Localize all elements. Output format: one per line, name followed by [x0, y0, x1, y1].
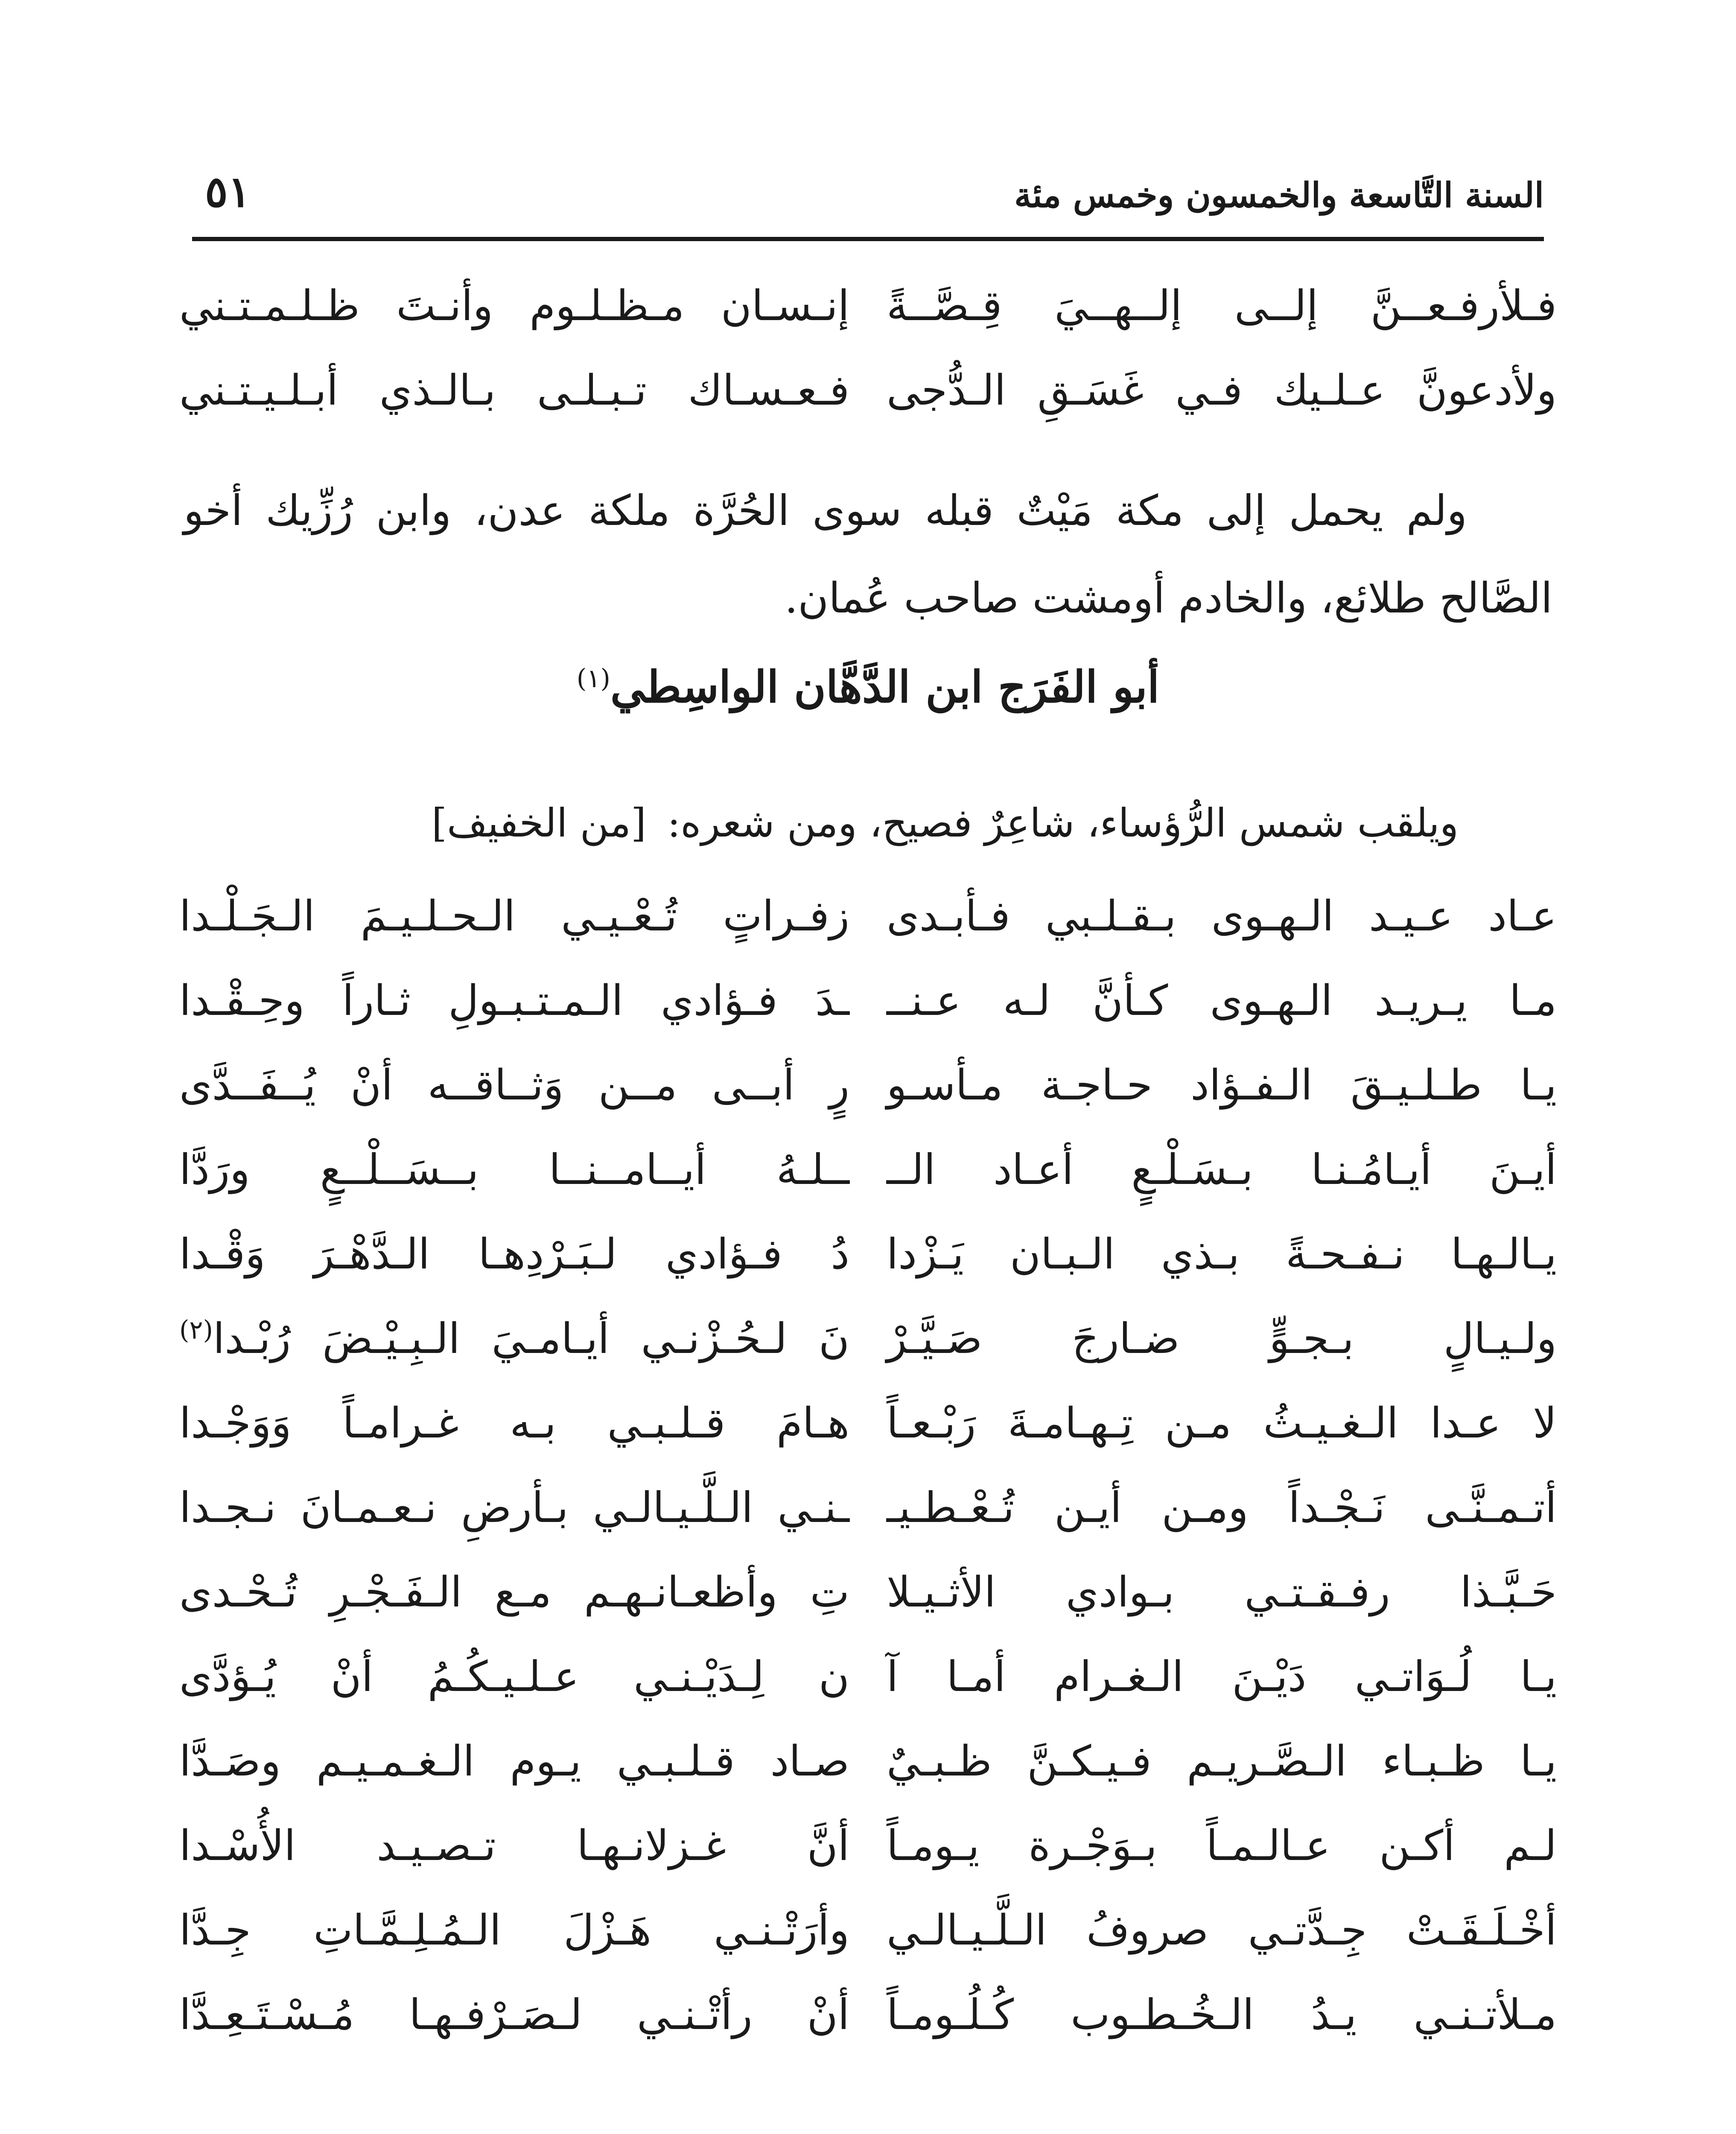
- verse-second-hemistich: زفـراتٍ تُـعْـيـي الـحـلـيـمَ الـجَـلْـدا: [179, 892, 849, 941]
- verse-second-hemistich: رٍ أبــى مــن وَثــاقــه أنْ يُــفَــدَّى: [179, 1061, 849, 1110]
- verse-first-hemistich: يـا ظـبـاء الـصَّـريـم فـيـكـنَّ ظـبـيٌ: [887, 1737, 1557, 1786]
- verse-row: [179, 892, 1557, 977]
- verse-row: [179, 1146, 1557, 1230]
- meter-label: [من الخفيف]: [432, 800, 646, 846]
- verse-row: [179, 282, 1557, 366]
- verse-first-hemistich: ولـيـالٍ بـجـوٍّ ضـارجَ صَـيَّـرْ: [887, 1315, 1557, 1363]
- verse-second-hemistich: إنـسـان مـظـلـوم وأنـتَ ظـلـمـتـني: [179, 282, 849, 330]
- verse-row: [179, 1906, 1557, 1991]
- heading-text: أبو الفَرَج ابن الدَّهَّان الواسِطي: [610, 662, 1160, 713]
- poet-intro: [184, 800, 1459, 846]
- verse-first-hemistich: مـلأتـنـي يـدُ الـخُـطـوب كُـلُـومـاً: [887, 1991, 1557, 2039]
- verse-row: [179, 1822, 1557, 1906]
- paragraph-text: ولم يحمل إلى مكة مَيْتٌ قبله سوى الحُرَّة ملكة عدن، وابن رُزِّيك أخو الصَّالح طلائع، والخادم أومشت صاحب عُمان.: [184, 487, 1552, 623]
- verse-row: [179, 1484, 1557, 1568]
- verse-row: [179, 1653, 1557, 1737]
- verse-first-hemistich: يـالـهـا نـفـحـةً بـذي الـبـان يَـزْدا: [887, 1230, 1557, 1279]
- verse-second-hemistich: دُ فـؤادي لـبَـرْدِهـا الـدَّهْـرَ وَقْـدا: [179, 1230, 849, 1279]
- verse-first-hemistich: يـا لُـوَاتـي دَيْـنَ الـغـرام أمـا آ: [887, 1653, 1557, 1701]
- verse-first-hemistich: عـاد عـيـد الـهـوى بـقـلـبي فـأبـدى: [887, 892, 1557, 941]
- top-poem: [179, 282, 1557, 451]
- hemistich-text: نَ لـحُـزْنـي أيـامـيَ الـبِـيْـضَ رُبْـدا: [213, 1315, 849, 1363]
- verse-row: [179, 366, 1557, 451]
- verse-second-hemistich: أنْ رأتْـنـي لـصَـرْفـهـا مُـسْـتَـعِـدَّا: [179, 1991, 849, 2039]
- verse-row: [179, 1315, 1557, 1399]
- verse-second-hemistich: صـاد قـلـبـي يـوم الـغـمـيـم وصَـدَّا: [179, 1737, 849, 1786]
- verse-second-hemistich: تِ وأظعـانـهـم مـع الـفَـجْـرِ تُـحْـدى: [179, 1568, 849, 1617]
- header-rule: [192, 237, 1544, 241]
- verse-second-hemistich: ن لِـدَيْـنـي عـلـيـكُـمُ أنْ يُـؤدَّى: [179, 1653, 849, 1701]
- verse-first-hemistich: مـا يـريـد الـهـوى كـأنَّ لـه عـنــ: [887, 977, 1557, 1025]
- verse-second-hemistich: وأرَتْـنـي هَـزْلَ الـمُـلِـمَّـاتِ جِـدَّا: [179, 1906, 849, 1955]
- verse-second-hemistich: هـامَ قـلـبـي بـه غـرامـاً وَوَجْـدا: [179, 1399, 849, 1448]
- verse-first-hemistich: يـا طـلـيـقَ الـفـؤاد حـاجـة مـأسـو: [887, 1061, 1557, 1110]
- main-poem: [179, 892, 1557, 2075]
- section-heading: [184, 662, 1552, 713]
- prose-paragraph: [184, 467, 1552, 642]
- verse-second-hemistich: [179, 1315, 849, 1363]
- verse-first-hemistich: أيـنَ أيـامُـنـا بـسَـلْـعٍ أعـاد الــ: [887, 1146, 1557, 1194]
- verse-second-hemistich: ـدَ فـؤادي الـمـتـبـولِ ثـاراً وحِـقْـدا: [179, 977, 849, 1025]
- running-header: [192, 158, 1544, 226]
- verse-first-hemistich: فـلأرفـعــنَّ إلــى إلــهــيَ قِـصَّــةً: [887, 282, 1557, 330]
- verse-second-hemistich: فـعـسـاك تـبـلـى بـالـذي أبـلـيـتـني: [179, 366, 849, 415]
- verse-first-hemistich: أخْـلَـقَـتْ جِـدَّتـي صروفُ الـلَّـيـالـي: [887, 1906, 1557, 1955]
- verse-second-hemistich: ــلـهُ أيــامــنــا بــسَــلْــعٍ ورَدَّا: [179, 1146, 849, 1194]
- verse-first-hemistich: ولأدعونَّ عـلـيك فـي غَسَـقِ الـدُّجى: [887, 366, 1557, 415]
- verse-row: [179, 977, 1557, 1061]
- verse-second-hemistich: أنَّ غـزلانـهـا تـصـيـد الأُسْـدا: [179, 1822, 849, 1870]
- verse-row: [179, 1399, 1557, 1484]
- page-number: ٥١: [205, 166, 251, 217]
- verse-second-hemistich: ـنـي الـلَّـيـالـي بـأرضِ نـعـمـانَ نـجـدا: [179, 1484, 849, 1532]
- verse-first-hemistich: أتـمـنَّـى نَـجْـداً ومـن أيـن تُـعْـطـيـ: [887, 1484, 1557, 1532]
- verse-row: [179, 1061, 1557, 1146]
- verse-row: [179, 1230, 1557, 1315]
- verse-row: [179, 1991, 1557, 2075]
- verse-first-hemistich: حَـبَّـذا رفـقـتـي بـوادي الأثـيـلا: [887, 1568, 1557, 1617]
- intro-text: ويلقب شمس الرُّؤساء، شاعِرٌ فصيح، ومن شعره:: [667, 800, 1459, 846]
- running-title: السنة التَّاسعة والخمسون وخمس مئة: [1014, 175, 1544, 215]
- footnote-ref: (٢): [179, 1315, 213, 1345]
- verse-first-hemistich: لا عـدا الـغـيـثُ مـن تِـهـامـةَ رَبْـعـاً: [887, 1399, 1557, 1448]
- verse-row: [179, 1568, 1557, 1653]
- footnote-ref: (١): [576, 664, 610, 694]
- verse-row: [179, 1737, 1557, 1822]
- verse-first-hemistich: لـم أكـن عـالـمـاً بـوَجْـرة يـومـاً: [887, 1822, 1557, 1870]
